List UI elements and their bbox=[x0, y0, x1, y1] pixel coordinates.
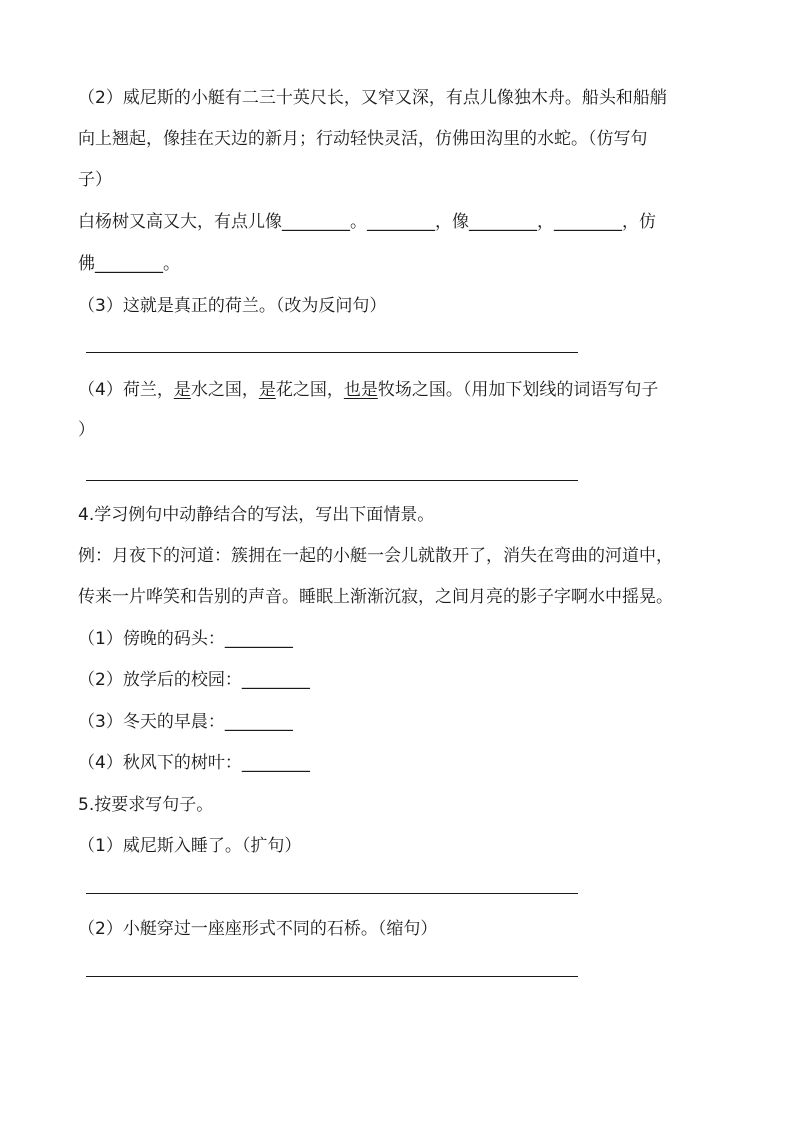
q3-4-underlined-1: 是 bbox=[173, 380, 191, 400]
q3-4-mid-2: 花之国， bbox=[275, 380, 344, 400]
q4-title: 4.学习例句中动静结合的写法，写出下面情景。 bbox=[78, 505, 435, 525]
q3-2-line-2: 向上翘起，像挂在天边的新月；行动轻快灵活，仿佛田沟里的水蛇。（仿写句 bbox=[78, 129, 648, 149]
q5-item-1-answer-line[interactable] bbox=[86, 893, 578, 894]
q3-2-line-3: 子） bbox=[78, 170, 112, 190]
q3-4-line-1 bbox=[78, 378, 658, 402]
q3-3-answer-line[interactable] bbox=[86, 352, 578, 353]
q5-item-1: （1）威尼斯入睡了。（扩句） bbox=[78, 836, 302, 856]
q5-item-2: （2）小艇穿过一座座形式不同的石桥。（缩句） bbox=[78, 919, 438, 939]
q4-item-2: （2）放学后的校园：________ bbox=[78, 670, 310, 690]
q3-3-text: （3）这就是真正的荷兰。（改为反问句） bbox=[78, 296, 387, 316]
q3-4-mid-1: 水之国， bbox=[190, 380, 259, 400]
q5-title: 5.按要求写句子。 bbox=[78, 795, 214, 815]
q3-4-answer-line[interactable] bbox=[86, 480, 578, 481]
q4-example-line-2: 传来一片哗笑和告别的声音。睡眠上渐渐沉寂，之间月亮的影子字啊水中摇晃。 bbox=[78, 587, 673, 607]
q3-4-underlined-3: 也是 bbox=[343, 380, 378, 400]
q3-4-underlined-2: 是 bbox=[258, 380, 276, 400]
q4-item-3: （3）冬天的早晨：________ bbox=[78, 712, 293, 732]
q3-2-answer-line-2: 佛________。 bbox=[78, 254, 180, 274]
q3-4-pre: （4）荷兰， bbox=[78, 380, 174, 400]
q3-2-answer-line-1: 白杨树又高又大，有点儿像________。________，像________，________，仿 bbox=[78, 212, 656, 232]
q3-4-line-2: ） bbox=[78, 420, 95, 440]
q4-example-line-1: 例：月夜下的河道：簇拥在一起的小艇一会儿就散开了，消失在弯曲的河道中， bbox=[78, 546, 673, 566]
q4-item-4: （4）秋风下的树叶：________ bbox=[78, 753, 310, 773]
q5-item-2-answer-line[interactable] bbox=[86, 976, 578, 977]
q3-2-line-1: （2）威尼斯的小艇有二三十英尺长，又窄又深，有点儿像独木舟。船头和船艄 bbox=[78, 88, 667, 108]
q4-item-1: （1）傍晚的码头：________ bbox=[78, 629, 293, 649]
q3-4-post: 牧场之国。（用加下划线的词语写句子 bbox=[377, 380, 659, 400]
